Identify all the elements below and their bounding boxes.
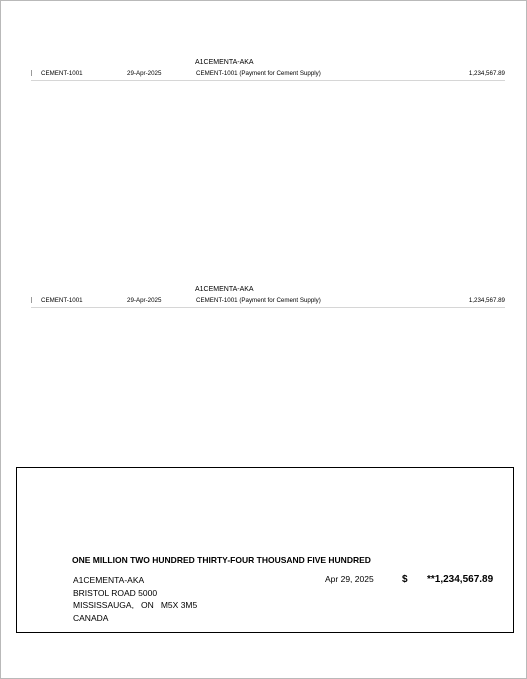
- payee-city-line: MISSISSAUGA, ON M5X 3M5: [73, 600, 198, 610]
- stub-vendor-name: A1CEMENTA-AKA: [195, 59, 254, 66]
- cheque-panel: [16, 467, 514, 633]
- stub-invoice-date: 29-Apr-2025: [127, 70, 162, 77]
- stub-invoice-number: CEMENT-1001: [41, 297, 83, 304]
- stub-amount: 1,234,567.89: [468, 297, 505, 304]
- payee-name: A1CEMENTA-AKA: [73, 575, 145, 585]
- stub-vendor-name: A1CEMENTA-AKA: [195, 286, 254, 293]
- amount-in-words: ONE MILLION TWO HUNDRED THIRTY-FOUR THOUSAND FIVE HUNDRED: [72, 555, 371, 565]
- row-marker: [31, 297, 33, 303]
- remittance-stub-middle: [1, 285, 526, 325]
- cheque-amount: **1,234,567.89: [427, 574, 494, 585]
- payee-address-line: BRISTOL ROAD 5000: [73, 587, 158, 598]
- currency-symbol: $: [402, 574, 408, 585]
- stub-description: CEMENT-1001 (Payment for Cement Supply): [196, 70, 321, 77]
- stub-line-item: [31, 297, 505, 308]
- stub-invoice-number: CEMENT-1001: [41, 70, 83, 77]
- payee-address-block: [73, 574, 197, 624]
- stub-line-item: [31, 70, 505, 81]
- stub-description: CEMENT-1001 (Payment for Cement Supply): [196, 297, 321, 304]
- stub-amount: 1,234,567.89: [468, 70, 505, 77]
- cheque-date: Apr 29, 2025: [325, 574, 374, 584]
- row-marker: [31, 70, 33, 76]
- remittance-stub-top: [1, 58, 526, 98]
- stub-invoice-date: 29-Apr-2025: [127, 297, 162, 304]
- payee-country: CANADA: [73, 612, 109, 623]
